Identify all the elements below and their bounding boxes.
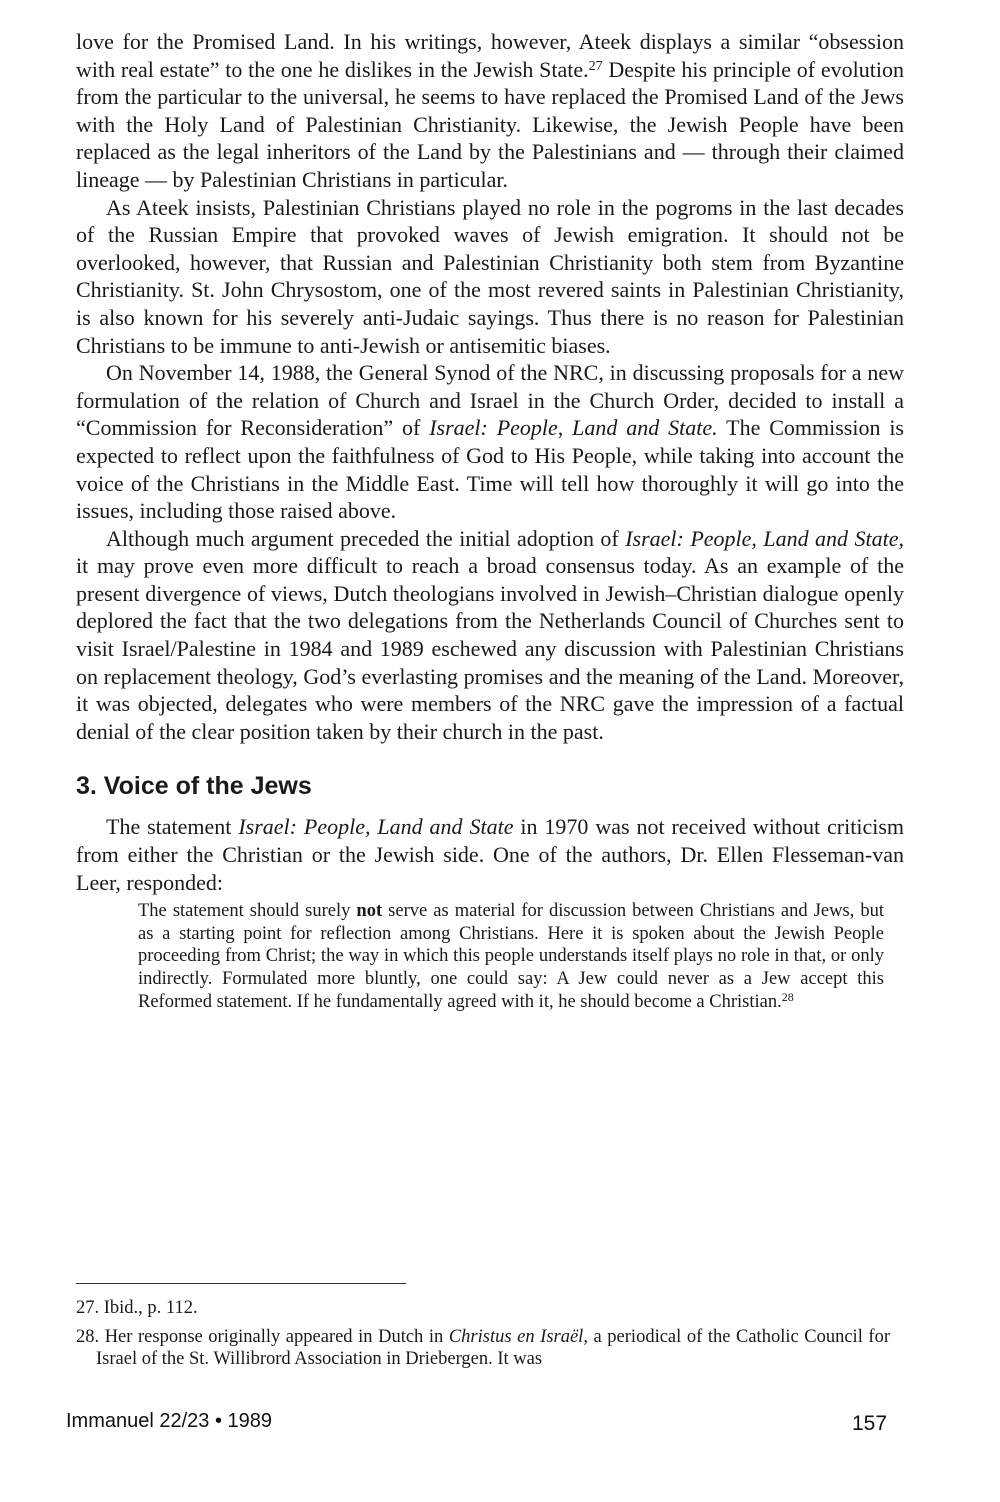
- paragraph-2: As Ateek insists, Palestinian Christians played no role in the pogroms in the last decades of the Russian Empire that provoked waves of Jewish emigration. It should not be overlooked, however, that Russian and Palestinian Christianity both stem from Byzantine Christianity. St. John Chrysostom, one of the most revered saints in Palestinian Christianity, is also known for his severely anti-Judaic sayings. Thus there is no reason for Palestinian Christians to be immune to anti-Jewish or antisemitic biases.: [76, 194, 904, 358]
- footnote-27: 27. Ibid., p. 112.: [76, 1298, 198, 1318]
- main-text: [76, 28, 904, 1013]
- italic-title: Israel: People, Land and State.: [429, 415, 718, 441]
- footnote-ref-27[interactable]: 27: [588, 58, 603, 74]
- bold-emphasis: not: [356, 901, 383, 922]
- italic-title: Israel: People, Land and State: [238, 814, 514, 840]
- footnote-ref-28[interactable]: 28: [781, 989, 794, 1004]
- paragraph-3: On November 14, 1988, the General Synod of the NRC, in discussing proposals for a new formulation of the relation of Church and Israel in the Church Order, decided to install a “Commission for Reconsideration” of Israel: People, Land and State. The Commission is expected to reflect upon the faithfulness of God to His People, while taking into account the voice of the Christians in the Middle East. Time will tell how thoroughly it will go into the issues, including those raised above.: [76, 360, 904, 524]
- footnotes: [76, 1297, 890, 1377]
- running-footer: Immanuel 22/23 • 1989: [66, 1410, 273, 1432]
- page-number: 157: [852, 1412, 888, 1435]
- italic-title: Israel: People, Land and State,: [625, 525, 904, 551]
- italic-title: Christus en Israël,: [448, 1326, 588, 1347]
- footnote-28: 28. Her response originally appeared in Dutch in Christus en Israël, a periodical of the Catholic Council for Israel of the St. Willibrord Association in Driebergen. It was: [76, 1326, 890, 1370]
- section-heading: 3. Voice of the Jews: [76, 772, 312, 801]
- paragraph-1: love for the Promised Land. In his writings, however, Ateek displays a similar “obsession with real estate” to the one he dislikes in the Jewish State.$^{27}$ Despite his principle of evolution from the particular to the universal, he seems to have replaced the Promised Land of the Jews with the Holy Land of Palestinian Christianity. Likewise, the Jewish People have been replaced as the legal inheritors of the Land by the Palestinians and — through their claimed lineage — by Palestinian Christians in particular.: [76, 29, 904, 192]
- paragraph-4: Although much argument preceded the initial adoption of Israel: People, Land and State, it may prove even more difficult to reach a broad consensus today. As an example of the present divergence of views, Dutch theologians involved in Jewish–Christian dialogue openly deplored the fact that the two delegations from the Netherlands Council of Churches sent to visit Israel/Palestine in 1984 and 1989 eschewed any discussion with Palestinian Christians on replacement theology, God’s everlasting promises and the meaning of the Land. Moreover, it was objected, delegates who were members of the NRC gave the impression of a factual denial of the clear position taken by their church in the past.: [76, 525, 904, 744]
- section-intro-paragraph: The statement Israel: People, Land and State in 1970 was not received without criticism from either the Christian or the Jewish side. One of the authors, Dr. Ellen Flesseman-van Leer, responded:: [76, 814, 905, 895]
- footnote-divider: [76, 1283, 406, 1284]
- block-quote: The statement should surely not serve as material for discussion between Christians and Jews, but as a starting point for reflection among Christians. Here it is spoken about the Jewish People proceeding from Christ; the way in which this people understands itself plays no role in that, or only indirectly. Formulated more bluntly, one could say: A Jew could never as a Jew accept this Reformed statement. If he fundamentally agreed with it, he should become a Christian.$^{28}$: [138, 901, 884, 1012]
